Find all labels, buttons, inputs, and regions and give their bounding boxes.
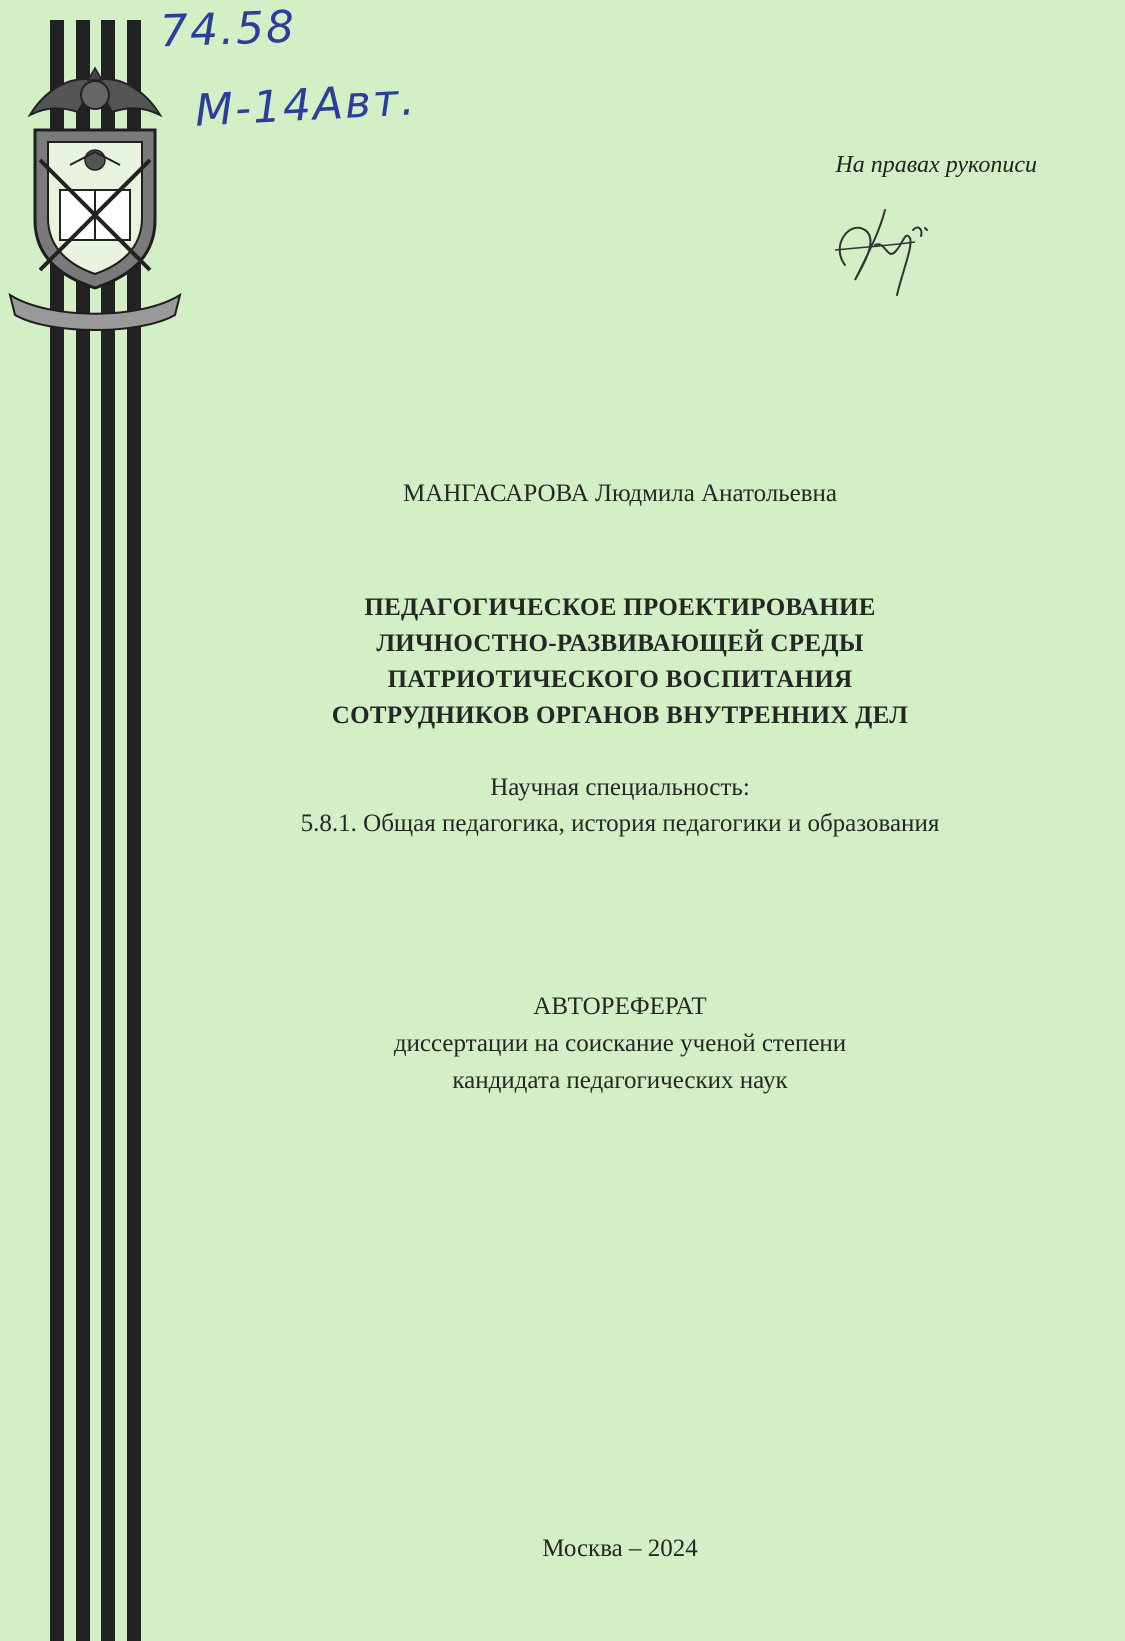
manuscript-rights-note: На правах рукописи — [835, 152, 1037, 178]
abstract-block — [180, 988, 1060, 1099]
author-name: МАНГАСАРОВА Людмила Анатольевна — [402, 480, 838, 507]
title-line: ПАТРИОТИЧЕСКОГО ВОСПИТАНИЯ — [387, 666, 853, 693]
handwritten-author-mark: М-14Авт. — [193, 74, 418, 137]
title-line: СОТРУДНИКОВ ОРГАНОВ ВНУТРЕННИХ ДЕЛ — [331, 702, 909, 729]
handwritten-signature-icon — [825, 190, 945, 305]
handwritten-catalog-code: 74.58 — [159, 1, 297, 58]
police-academy-emblem-icon — [0, 20, 190, 350]
specialty-label: Научная специальность: — [490, 774, 750, 801]
title-line: ЛИЧНОСТНО-РАЗВИВАЮЩЕЙ СРЕДЫ — [376, 630, 864, 657]
abstract-line: диссертации на соискание ученой степени — [393, 1030, 847, 1057]
title-line: ПЕДАГОГИЧЕСКОЕ ПРОЕКТИРОВАНИЕ — [364, 594, 876, 621]
dissertation-title — [180, 590, 1060, 734]
specialty-block — [180, 770, 1060, 842]
specialty-value: 5.8.1. Общая педагогика, история педагогики и образования — [300, 810, 940, 837]
place-year: Москва – 2024 — [542, 1535, 698, 1562]
abstract-heading: АВТОРЕФЕРАТ — [533, 993, 707, 1020]
abstract-line: кандидата педагогических наук — [452, 1067, 788, 1094]
